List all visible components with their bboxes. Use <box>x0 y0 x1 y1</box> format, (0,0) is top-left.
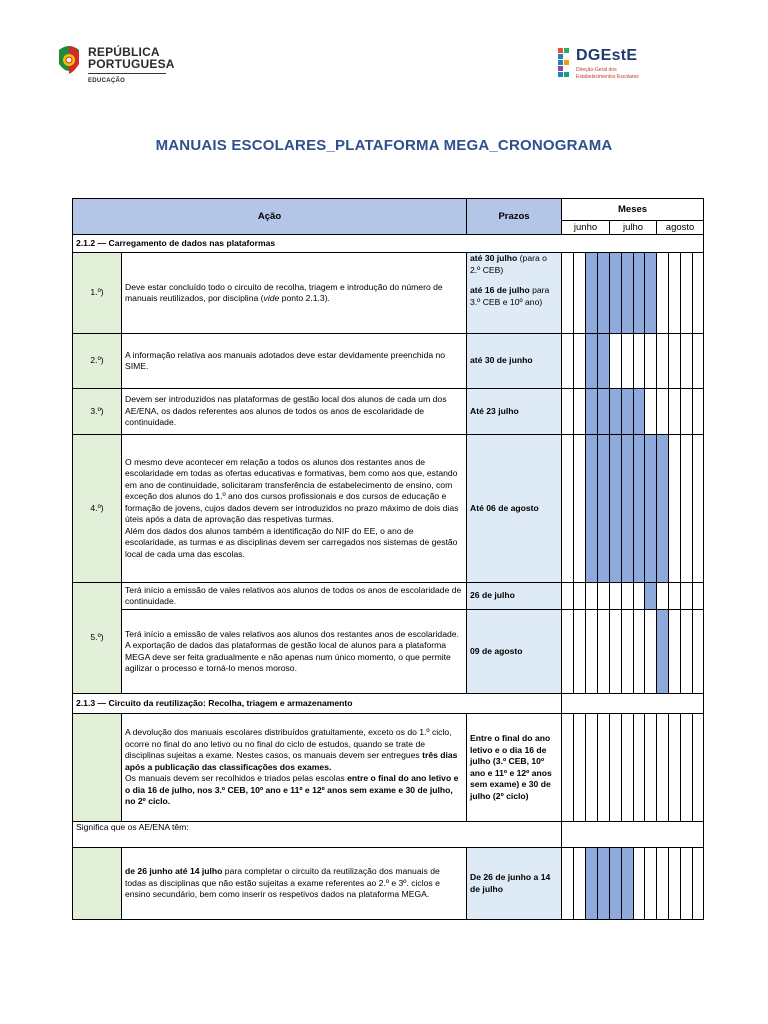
note-row-empty <box>562 822 704 848</box>
timeline-cell <box>610 334 622 389</box>
header-prazos: Prazos <box>467 199 562 235</box>
timeline-cell <box>693 583 704 610</box>
row-prazo: De 26 de junho a 14 de julho <box>467 848 562 920</box>
timeline-cell <box>610 583 622 610</box>
reuse-text-2-bold: entre o final do ano letivo e o dia 16 de julho, nos 3.º CEB, 10º ano e 11º e 12º anos sem exame e 30 de julho, no 2º ciclo. <box>125 773 459 807</box>
timeline-cell <box>681 389 693 435</box>
section-2-1-3-empty <box>562 694 704 714</box>
timeline-cell <box>681 848 693 920</box>
timeline-cell <box>681 334 693 389</box>
timeline-cell <box>562 714 574 822</box>
timeline-cell <box>622 583 634 610</box>
timeline-cell <box>669 714 681 822</box>
timeline-cell <box>562 610 574 694</box>
timeline-cell <box>574 334 586 389</box>
table-row <box>73 435 704 583</box>
row-action: Terá início a emissão de vales relativos aos alunos de todos os anos de escolaridade de continuidade. <box>122 583 467 610</box>
row-action <box>122 848 467 920</box>
action-vide: vide <box>263 293 280 303</box>
timeline-cell <box>693 253 704 334</box>
timeline-cell <box>562 848 574 920</box>
timeline-cell <box>645 610 657 694</box>
row-action: Terá início a emissão de vales relativos aos alunos dos restantes anos de escolaridade. A exportação de dados das plataformas de gestão local de alunos para a plataforma MEGA deve ser feita gradualmente e não apenas num único momento, o que permite agilizar o processo e torná-lo menos moroso. <box>122 610 467 694</box>
timeline-cell-filled <box>622 435 634 583</box>
timeline-cell-filled <box>610 435 622 583</box>
row-prazo: 26 de julho <box>467 583 562 610</box>
action-text: Deve estar concluído todo o circuito de recolha, triagem e introdução do número de manuais reutilizados, por disciplina ( <box>125 281 443 303</box>
timeline-cell <box>693 714 704 822</box>
timeline-cell <box>681 253 693 334</box>
action-paragraph-2: Além dos dados dos alunos também a identificação do NIF do EE, o ano de escolaridade, as turmas e as disciplinas devem ser carregados nos sistemas de gestão local de cada uma das escolas. <box>125 525 458 559</box>
dgeste-logo <box>556 44 676 90</box>
timeline-cell-filled <box>610 848 622 920</box>
timeline-cell-filled <box>586 389 598 435</box>
timeline-cell-filled <box>610 253 622 334</box>
table-row <box>73 389 704 435</box>
timeline-cell-filled <box>657 435 669 583</box>
last-text-bold: de 26 junho até 14 julho <box>125 866 223 877</box>
table-row <box>73 334 704 389</box>
timeline-cell <box>693 334 704 389</box>
timeline-cell <box>622 714 634 822</box>
timeline-cell <box>574 253 586 334</box>
row-number: 2.º) <box>73 334 122 389</box>
timeline-cell <box>634 334 645 389</box>
timeline-cell-filled <box>634 435 645 583</box>
timeline-cell <box>681 435 693 583</box>
row-action <box>122 714 467 822</box>
timeline-cell <box>669 334 681 389</box>
schedule-table <box>72 198 704 920</box>
row-prazo: 09 de agosto <box>467 610 562 694</box>
timeline-cell <box>681 714 693 822</box>
timeline-cell <box>598 714 610 822</box>
row-number: 3.º) <box>73 389 122 435</box>
row-prazo: Até 06 de agosto <box>467 435 562 583</box>
row-action <box>122 253 467 334</box>
timeline-cell-filled <box>610 389 622 435</box>
timeline-cell-filled <box>622 848 634 920</box>
table-row <box>73 253 704 334</box>
timeline-cell <box>693 848 704 920</box>
timeline-cell <box>669 610 681 694</box>
timeline-cell-filled <box>634 253 645 334</box>
timeline-cell <box>669 253 681 334</box>
timeline-cell <box>657 848 669 920</box>
timeline-cell <box>634 610 645 694</box>
logo-line-3: EDUCAÇÃO <box>88 78 126 84</box>
row-number <box>73 714 122 822</box>
timeline-cell <box>610 714 622 822</box>
timeline-cell <box>598 610 610 694</box>
republica-portuguesa-logo <box>56 40 186 90</box>
timeline-cell-filled <box>586 848 598 920</box>
timeline-cell-filled <box>645 253 657 334</box>
timeline-cell-filled <box>586 334 598 389</box>
table-row <box>73 610 704 694</box>
page-title: MANUAIS ESCOLARES_PLATAFORMA MEGA_CRONOGRAMA <box>155 137 613 154</box>
prazo-rest-2: para 3.º CEB e 10º ano) <box>470 285 550 307</box>
timeline-cell <box>669 389 681 435</box>
timeline-cell <box>657 253 669 334</box>
timeline-cell-filled <box>598 334 610 389</box>
timeline-cell-filled <box>645 435 657 583</box>
timeline-cell <box>681 583 693 610</box>
timeline-cell <box>657 583 669 610</box>
action-paragraph-1: O mesmo deve acontecer em relação a todos os alunos dos restantes anos de escolaridade em todas as ofertas educativas e formativas, bem como aos que, estando em ano de continuidade, solicitaram transferência de estabelecimento de ensino, com exceção dos alunos do 1.º ano dos cursos profissionais e dos cursos de educação e formação de jovens, cujos dados devem ser introduzidos no prazo máximo de dois dias úteis após a data de aprovação das respetivas turmas. <box>125 456 459 525</box>
timeline-cell <box>586 714 598 822</box>
month-agosto: agosto <box>657 221 704 235</box>
row-prazo: Entre o final do ano letivo e o dia 16 de julho (3.º CEB, 10º ano e 11º e 12º anos sem exame) e 30 de julho (2º ciclo) <box>467 714 562 822</box>
row-number: 5.º) <box>73 583 122 694</box>
timeline-cell <box>574 583 586 610</box>
timeline-cell <box>657 389 669 435</box>
month-julho: julho <box>610 221 657 235</box>
timeline-cell-filled <box>622 389 634 435</box>
last-text: para completar o circuito da reutilização dos manuais de todas as disciplinas que não estão sujeitas a exame referentes ao 2.º e 3º. ciclos e ensino secundário, bem como inserir os respetivos dados na plataforma MEGA. <box>125 866 440 900</box>
coat-of-arms-icon <box>56 44 82 78</box>
timeline-cell <box>669 848 681 920</box>
timeline-cell <box>634 714 645 822</box>
timeline-cell-filled <box>645 583 657 610</box>
row-action: A informação relativa aos manuais adotados deve estar devidamente preenchida no SIME. <box>122 334 467 389</box>
timeline-cell <box>574 435 586 583</box>
reuse-paragraph-1 <box>125 727 463 773</box>
row-number: 1.º) <box>73 253 122 334</box>
timeline-cell <box>562 435 574 583</box>
reuse-paragraph-2 <box>125 773 463 808</box>
dgeste-mark-icon <box>556 48 572 82</box>
row-prazo: Até 23 julho <box>467 389 562 435</box>
timeline-cell <box>681 610 693 694</box>
timeline-cell <box>645 389 657 435</box>
prazo-bold-2: até 16 de julho <box>470 285 530 295</box>
timeline-cell-filled <box>657 610 669 694</box>
row-number <box>73 848 122 920</box>
logo-line-1: REPÚBLICA <box>88 45 160 59</box>
timeline-cell <box>657 334 669 389</box>
timeline-cell-filled <box>598 848 610 920</box>
timeline-cell <box>562 334 574 389</box>
timeline-cell <box>562 389 574 435</box>
row-prazo: até 30 de junho <box>467 334 562 389</box>
logo-line-2: PORTUGUESA <box>88 57 175 71</box>
timeline-cell <box>645 334 657 389</box>
month-junho: junho <box>562 221 610 235</box>
timeline-cell <box>598 583 610 610</box>
timeline-cell <box>645 848 657 920</box>
timeline-cell-filled <box>598 435 610 583</box>
prazo-bold-1: até 30 julho <box>470 253 518 263</box>
header-meses: Meses <box>562 199 704 221</box>
timeline-cell <box>634 848 645 920</box>
timeline-cell <box>562 583 574 610</box>
row-prazo <box>467 253 562 334</box>
timeline-cell <box>693 389 704 435</box>
timeline-cell <box>634 583 645 610</box>
timeline-cell-filled <box>634 389 645 435</box>
timeline-cell <box>693 610 704 694</box>
timeline-cell <box>574 389 586 435</box>
row-action: Devem ser introduzidos nas plataformas de gestão local dos alunos de cada um dos AE/ENA, os dados referentes aos alunos de todos os anos de escolaridade de continuidade. <box>122 389 467 435</box>
dgeste-subtitle <box>576 67 676 81</box>
timeline-cell-filled <box>598 389 610 435</box>
table-row <box>73 848 704 920</box>
prazo-rest-1: (para o 2.º CEB) <box>470 253 547 275</box>
timeline-cell <box>622 334 634 389</box>
reuse-text-1-bold: três dias após a publicação das classificações dos exames. <box>125 750 458 772</box>
timeline-cell <box>693 435 704 583</box>
row-action <box>122 435 467 583</box>
timeline-cell-filled <box>598 253 610 334</box>
timeline-cell <box>669 435 681 583</box>
table-row <box>73 583 704 610</box>
reuse-text-2: Os manuais devem ser recolhidos e triados pelas escolas <box>125 773 348 784</box>
note-row: Significa que os AE/ENA têm: <box>73 822 562 848</box>
timeline-cell <box>574 848 586 920</box>
timeline-cell <box>669 583 681 610</box>
action-text-end: ponto 2.1.3). <box>279 293 330 303</box>
table-row <box>73 714 704 822</box>
timeline-cell-filled <box>622 253 634 334</box>
section-2-1-2: 2.1.2 — Carregamento de dados nas plataformas <box>73 235 704 253</box>
logo-divider <box>88 73 166 74</box>
row-number: 4.º) <box>73 435 122 583</box>
header-acao: Ação <box>73 199 467 235</box>
timeline-cell <box>586 610 598 694</box>
timeline-cell <box>574 714 586 822</box>
timeline-cell <box>657 714 669 822</box>
timeline-cell <box>645 714 657 822</box>
dgeste-sub-1: Direção-Geral dos <box>576 67 617 73</box>
timeline-cell <box>610 610 622 694</box>
timeline-cell <box>574 610 586 694</box>
dgeste-name: DGEstE <box>576 47 638 64</box>
reuse-text-1: A devolução dos manuais escolares distribuídos gratuitamente, exceto os do 1.º ciclo, ocorre no final do ano letivo ou no final do ciclo de estudos, quando se trate de disciplinas sujeitas a exame. Nestes casos, os manuais devem ser entregues <box>125 727 452 761</box>
timeline-cell <box>586 583 598 610</box>
timeline-cell-filled <box>586 435 598 583</box>
timeline-cell <box>622 610 634 694</box>
timeline-cell-filled <box>586 253 598 334</box>
dgeste-sub-2: Estabelecimentos Escolares <box>576 74 639 80</box>
timeline-cell <box>562 253 574 334</box>
section-2-1-3: 2.1.3 — Circuito da reutilização: Recolha, triagem e armazenamento <box>73 694 562 714</box>
